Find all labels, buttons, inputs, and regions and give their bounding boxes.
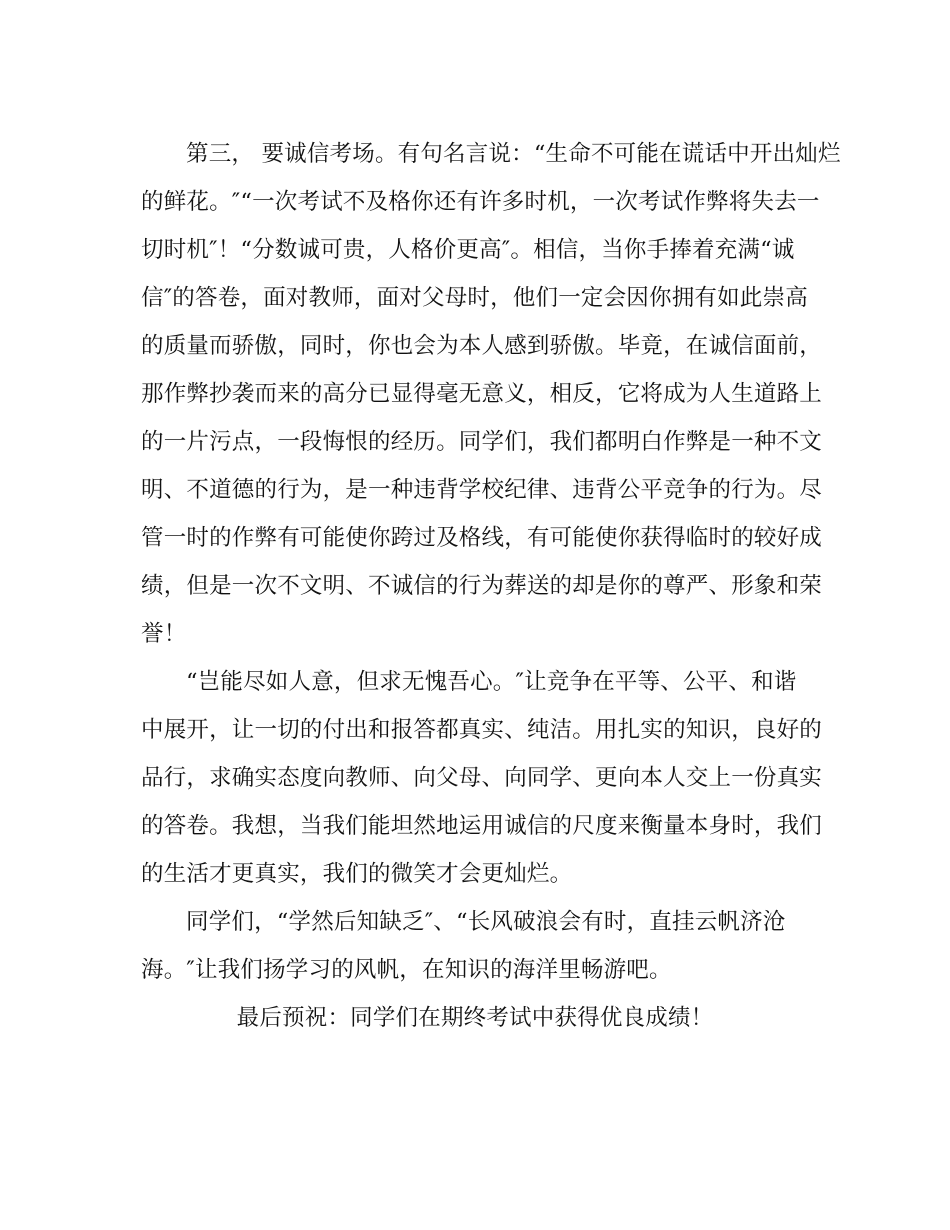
paragraph-1-line-1: 第三， 要诚信考场。有句名言说：“生命不可能在谎话中开出灿烂 [186,141,841,167]
paragraph-1-line-8: 明、不道德的行为，是一种违背学校纪律、违背公平竞争的行为。尽 [141,477,823,503]
paragraph-2-line-2: 中展开，让一切的付出和报答都真实、纯洁。用扎实的知识，良好的 [141,717,823,743]
paragraph-1-line-5: 的质量而骄傲，同时，你也会为本人感到骄傲。毕竟，在诚信面前， [141,333,823,359]
closing-line: 最后预祝：同学们在期终考试中获得优良成绩！ [236,1005,714,1031]
paragraph-2-line-4: 的答卷。我想，当我们能坦然地运用诚信的尺度来衡量本身时，我们 [141,813,823,839]
paragraph-1-line-6: 那作弊抄袭而来的高分已显得毫无意义，相反，它将成为人生道路上 [141,381,823,407]
paragraph-1-line-10: 绩，但是一次不文明、不诚信的行为葬送的却是你的尊严、形象和荣 [141,573,823,599]
paragraph-3-line-1: 同学们，“学然后知缺乏″、“长风破浪会有时，直挂云帆济沧 [186,909,786,935]
paragraph-1-line-3: 切时机″！“分数诚可贵，人格价更高″。相信，当你手捧着充满“诚 [141,237,795,263]
paragraph-1-line-7: 的一片污点，一段悔恨的经历。同学们，我们都明白作弊是一种不文 [141,429,823,455]
paragraph-2-line-5: 的生活才更真实，我们的微笑才会更灿烂。 [141,861,573,887]
paragraph-3-line-2: 海。″让我们扬学习的风帆，在知识的海洋里畅游吧。 [141,957,672,983]
paragraph-1-line-11: 誉！ [141,621,187,647]
paragraph-1-line-4: 信″的答卷，面对教师，面对父母时，他们一定会因你拥有如此崇高 [141,285,808,311]
paragraph-1-line-9: 管一时的作弊有可能使你跨过及格线，有可能使你获得临时的较好成 [141,525,823,551]
paragraph-1-line-2: 的鲜花。″“一次考试不及格你还有许多时机，一次考试作弊将失去一 [141,189,820,215]
paragraph-2-line-1: “岂能尽如人意，但求无愧吾心。″让竞争在平等、公平、和谐 [186,669,797,695]
paragraph-2-line-3: 品行，求确实态度向教师、向父母、向同学、更向本人交上一份真实 [141,765,823,791]
